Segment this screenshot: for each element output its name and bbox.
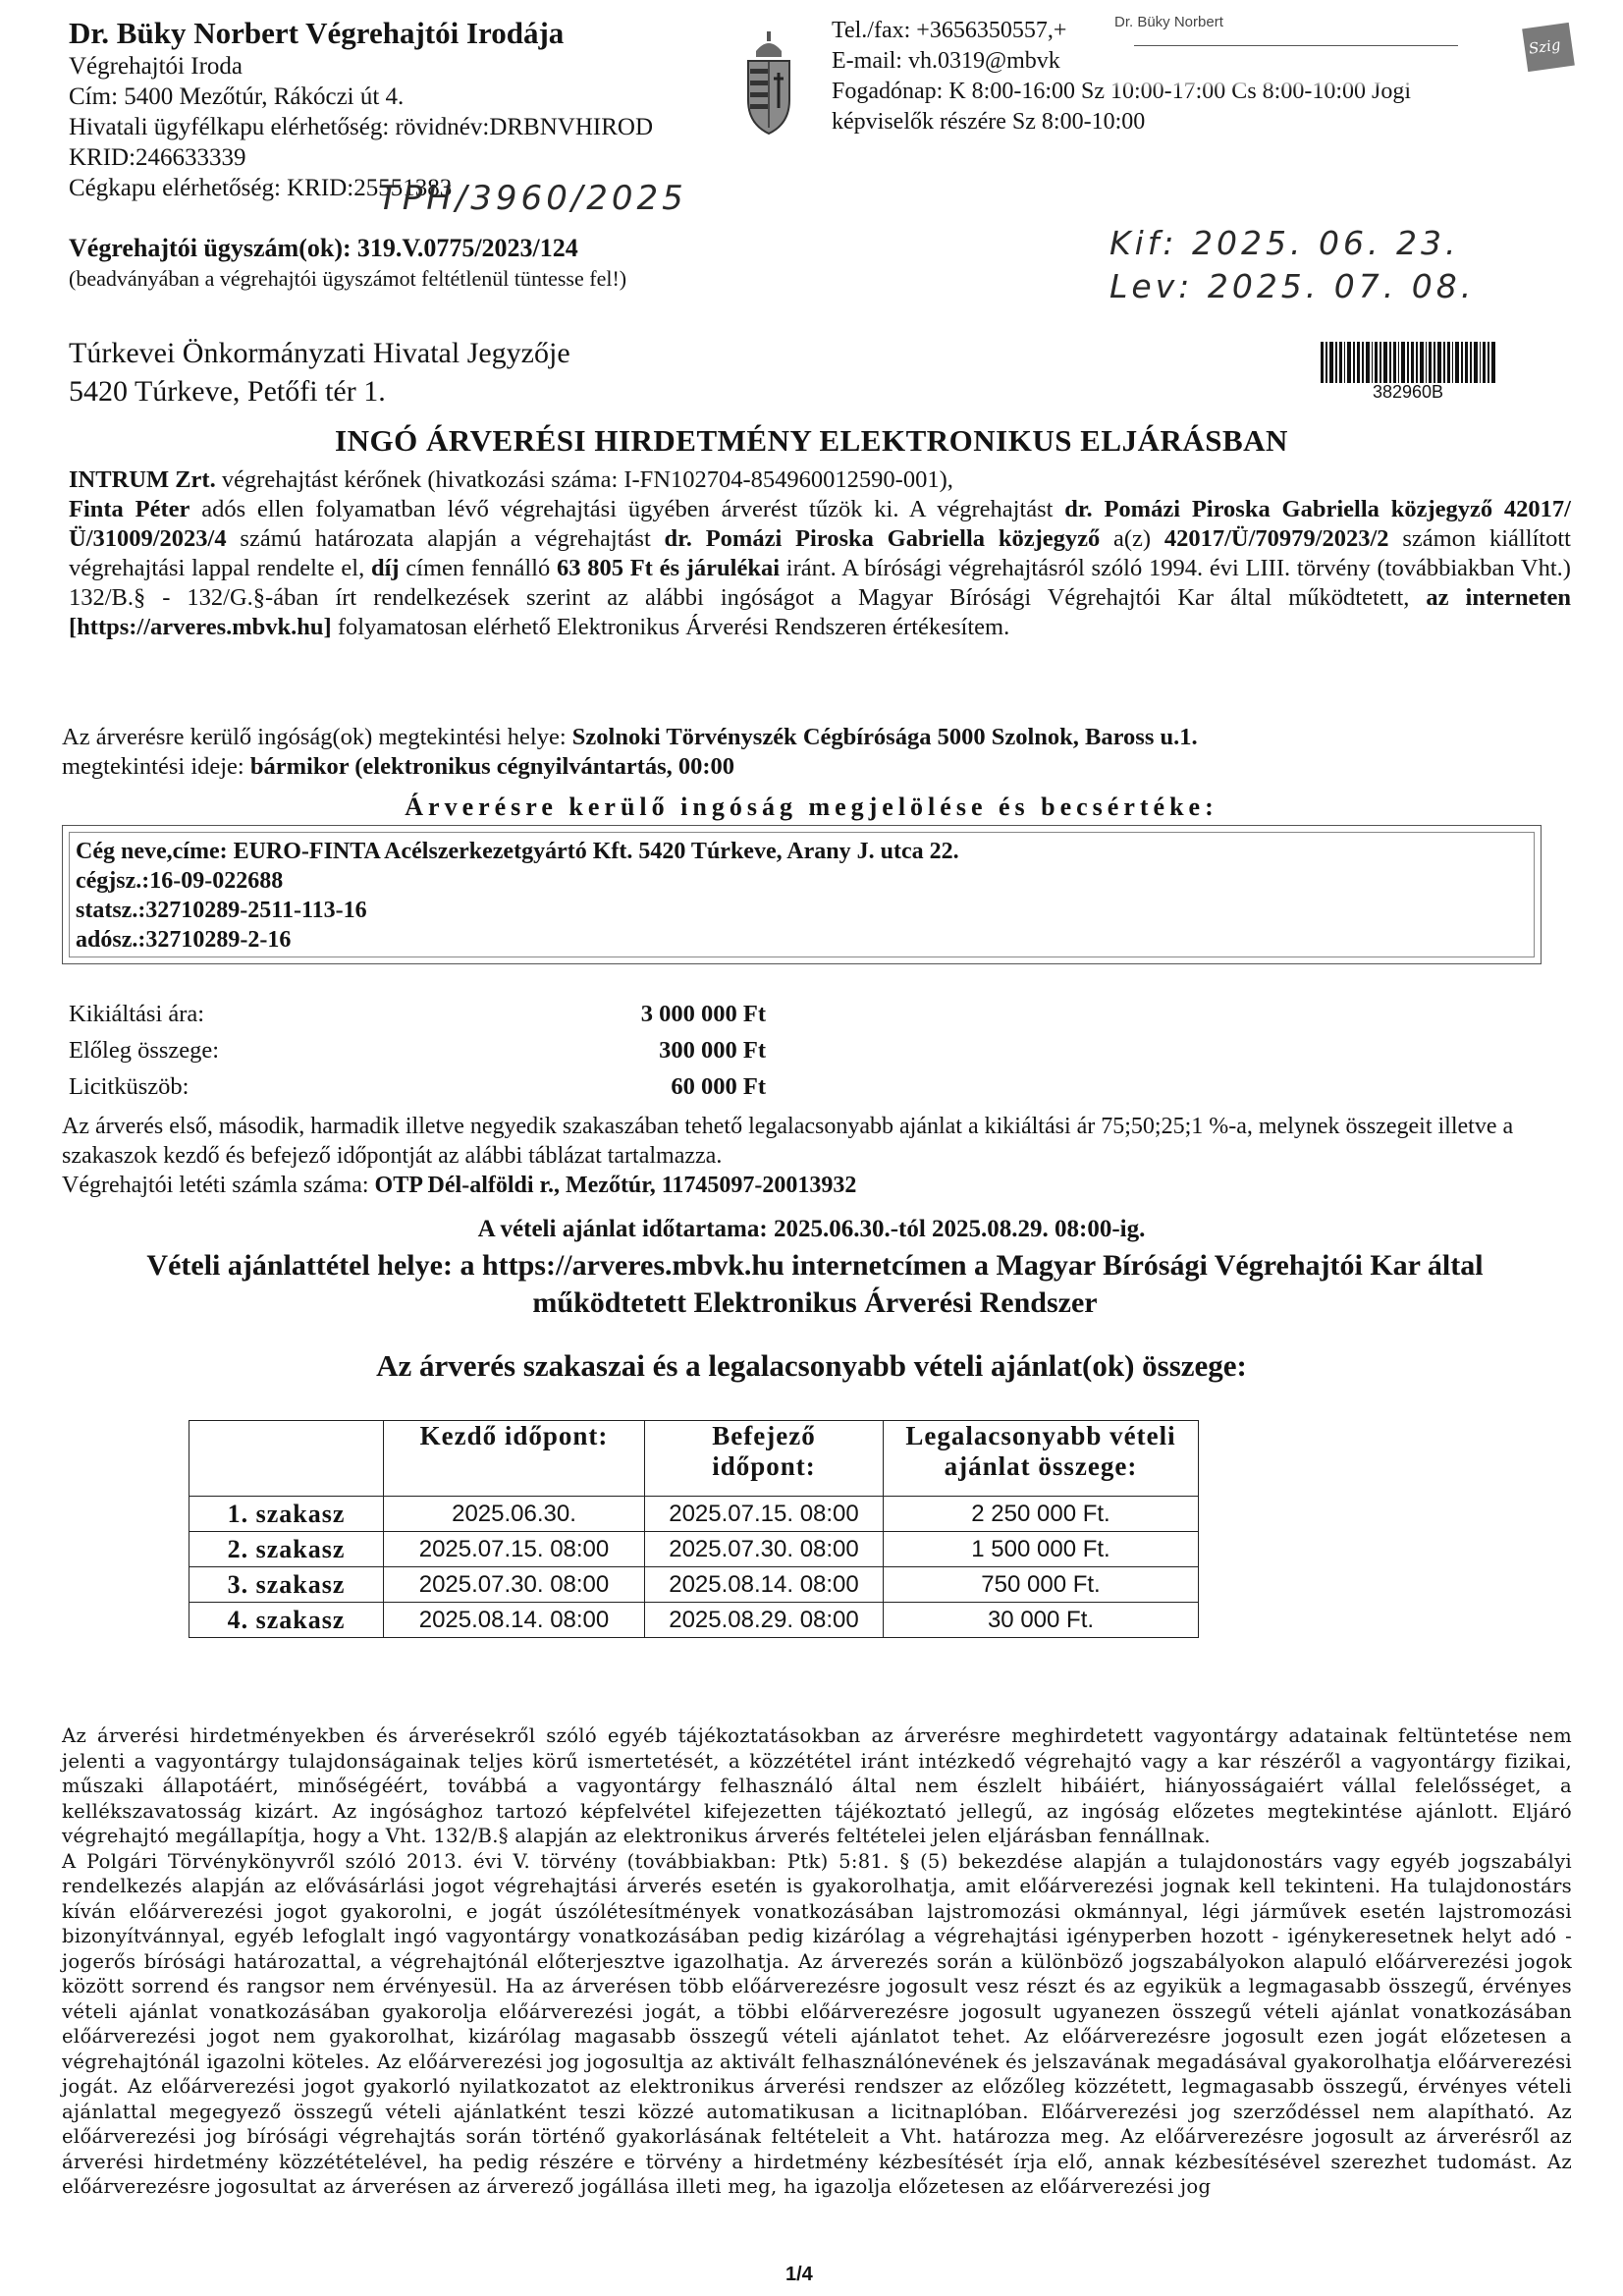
stage-minimum: 750 000 Ft.	[884, 1567, 1199, 1603]
stage-start: 2025.07.15. 08:00	[384, 1532, 645, 1567]
intro-text-8: folyamatosan elérhető Elektronikus Árverési Rendszeren értékesítem.	[331, 614, 1010, 640]
offer-place: Vételi ajánlattétel helye: a https://arveres.mbvk.hu internetcímen a Magyar Bírósági Végrehajtói Kar által működtetett Elektronikus Árverési Rendszer	[146, 1249, 1484, 1319]
handwritten-received-date: Kif: 2025. 06. 23.	[1109, 224, 1460, 262]
handwritten-deadline-date: Lev: 2025. 07. 08.	[1109, 267, 1476, 305]
intro-text-5: számon kiállított végrehajtási lappal rendelte el,	[69, 525, 1571, 581]
handwritten-reference: TPH/3960/2025	[378, 179, 687, 218]
stage-label: 4. szakasz	[189, 1603, 384, 1638]
stage-end: 2025.07.15. 08:00	[645, 1497, 884, 1532]
legal-notice	[62, 1723, 1572, 2200]
stamp-name: Dr. Büky Norbert	[1114, 14, 1223, 30]
table-header-end: Befejező időpont:	[645, 1421, 884, 1497]
legal-paragraph-disclaimer: Az árverési hirdetményekben és árverésekről szóló egyéb tájékoztatásokban az árverésre meghirdetett vagyontárgy adatainak feltüntetése nem jelenti a vagyontárgy tulajdonságainak teljes körű ismertetését, a közzététel iránt intézkedő végrehajtó vagy a kar részéről a vagyontárgy fizikai, műszaki állapotáért, minőségéért, továbbá a vagyontárgy felhasználó által nem észlelt hibáiért, hiányosságaiért vállal felelősséget, a kellékszavatosság kizárt. Az ingósághoz tartozó képfelvétel kifejezetten tájékoztató jellegű, az ingóság előzetes megtekintése ajánlott. Eljáró végrehajtó megállapítja, hogy a Vht. 132/B.§ alapján az elektronikus árverés feltételei jelen eljárásban fennállnak.	[62, 1724, 1572, 1847]
item-heading: Árverésre kerülő ingóság megjelölése és becsértéke:	[405, 793, 1218, 821]
contact-email: E-mail: vh.0319@mbvk	[832, 48, 1060, 74]
table-header-empty	[189, 1421, 384, 1497]
page-number: 1/4	[785, 2264, 813, 2285]
intro-text-4: a(z)	[1100, 525, 1164, 552]
case-note: (beadványában a végrehajtói ügyszámot feltétlenül tüntesse fel!)	[69, 266, 627, 291]
intro-text-7: iránt. A bírósági végrehajtásról szóló 1994. évi LIII. törvény (továbbiakban Vht.) 132/B.§ - 132/G.§-ában írt rendelkezések szerint az alábbi ingóságot a Magyar Bírósági Végrehajtói Kar által működtetett,	[69, 555, 1571, 611]
legal-paragraph-preemption: A Polgári Törvénykönyvről szóló 2013. évi V. törvény (továbbiakban: Ptk) 5:81. § (5) bekezdése alapján a tulajdonostárs vagy egyéb jogszabályi rendelkezés alapján az elővásárlási jogot végrehajtási árverés esetén is gyakorolhatja, amit előárverezési jognak kell tekinteni. Ha tulajdonostárs kíván előárverezési jogot gyakorolni, e jogát úszólétesítmények vonatkozásában lajstromozási okmánnyal, légi járművek esetén lajstromozási bizonyítvánnyal, egyéb lefoglalt ingó vagyontárgy vonatkozásában pedig kizárólag a végrehajtási igényperben hozott - igénykeresetnek helyt adó - jogerős bírósági határozattal, a végrehajtónál előterjesztve igazolhatja. Az árverezés során a különböző jogszabályokon alapuló előárverezési jogok között sorrend és rangsor nem érvényesül. Ha az árverésen több előárverezésre jogosult vesz részt és az egyikük a legmagasabb összegű, érvényes vételi ajánlat vonatkozásában gyakorolja előárverezési jogát, a többi előárverezésre jogosult ugyanezen összegű vételi ajánlat vonatkozásában előárverezési jogot nem gyakorolhat, kizárólag magasabb összegű vételi ajánlatot tehet. Az előárverezésre jogosult ezen jogát előzetesen a végrehajtónál igazolni köteles. Az előárverezési jog jogosultja az aktivált felhasználónevének és jelszavának megadásával gyakorolhatja előárverezési jogát. Az előárverezési jogot gyakorló nyilatkozatot az elektronikus árverési rendszer az előzőleg közzétett, legmagasabb összegű, érvényes vételi ajánlattal megegyező összegű vételi ajánlatként teszi közzé automatikusan a licitnaplóban. Előárverezési jog szerződéssel nem alapítható. Az előárverezési jog bírósági végrehajtás során történő gyakorlásának feltételeit a Vht. határozza meg. Az előárverezésre jogosult az árverésről az árverési hirdetmény közzétételével, ha pedig részére e törvény a hirdetmény kézbesítését írja elő, annak kézbesítésével szerezhet tudomást. Az előárverezésre jogosultat az árverésen az árverező jogállása illeti meg, ha igazolja előzetesen az előárverezési jog	[62, 1849, 1572, 2198]
table-row	[189, 1603, 1199, 1638]
intro-text-3: számú határozata alapján a végrehajtást	[226, 525, 665, 552]
escrow-account: OTP Dél-alföldi r., Mezőtúr, 11745097-20013932	[374, 1173, 857, 1198]
offer-period: A vételi ajánlat időtartama: 2025.06.30.-tól 2025.08.29. 08:00-ig.	[477, 1216, 1146, 1242]
intro-paragraph	[69, 465, 1571, 642]
stage-start: 2025.06.30.	[384, 1497, 645, 1532]
table-header-start: Kezdő időpont:	[384, 1421, 645, 1497]
stage-end: 2025.07.30. 08:00	[645, 1532, 884, 1567]
viewing-place-label: Az árverésre kerülő ingóság(ok) megtekintési helye:	[62, 724, 572, 750]
item-registration: cégjsz.:16-09-022688	[76, 868, 284, 894]
office-portal: Hivatali ügyfélkapu elérhetőség: rövidnév:DRBNVHIROD	[69, 114, 654, 140]
recipient-street: 5420 Túrkeve, Petőfi tér 1.	[69, 375, 386, 408]
fee-label: díj	[370, 555, 400, 581]
hungarian-coat-of-arms-icon	[738, 29, 799, 137]
recipient-name: Túrkevei Önkormányzati Hivatal Jegyzője	[69, 337, 570, 369]
viewing-info	[62, 723, 1198, 782]
stage-label: 1. szakasz	[189, 1497, 384, 1532]
deposit-amount: 300 000 Ft	[659, 1037, 766, 1064]
item-box	[62, 825, 1542, 964]
contact-hours-legal: képviselők részére Sz 8:00-10:00	[832, 109, 1146, 135]
debtor-name: Finta Péter	[69, 496, 190, 522]
escrow-label: Végrehajtói letéti számla száma:	[62, 1173, 375, 1198]
table-row	[189, 1497, 1199, 1532]
notary-name: dr. Pomázi Piroska Gabriella közjegyző	[664, 525, 1101, 552]
case-label: Végrehajtói ügyszám(ok):	[69, 234, 352, 262]
intro-text-2: adós ellen folyamatban lévő végrehajtási ügyében árverést tűzök ki. A végrehajtást	[189, 496, 1065, 522]
viewing-time: bármikor (elektronikus cégnyilvántartás, 00:00	[249, 753, 735, 780]
office-name: Dr. Büky Norbert Végrehajtói Irodája	[69, 16, 565, 50]
stage-minimum: 1 500 000 Ft.	[884, 1532, 1199, 1567]
stages-heading: Az árverés szakaszai és a legalacsonyabb vételi ajánlat(ok) összege:	[376, 1348, 1247, 1383]
table-row	[189, 1532, 1199, 1567]
price-labels	[69, 996, 219, 1105]
table-row	[189, 1567, 1199, 1603]
table-header-minimum: Legalacsonyabb vételi ajánlat összege:	[884, 1421, 1199, 1497]
stage-start: 2025.07.30. 08:00	[384, 1567, 645, 1603]
price-values	[550, 996, 766, 1105]
stage-description	[62, 1112, 1574, 1200]
case-number: 319.V.0775/2023/124	[356, 234, 578, 262]
viewing-place: Szolnoki Törvényszék Cégbírósága 5000 Szolnok, Baross u.1.	[571, 724, 1198, 750]
item-company: Cég neve,címe: EURO-FINTA Acélszerkezetgyártó Kft. 5420 Túrkeve, Arany J. utca 22.	[76, 839, 959, 864]
deposit-label: Előleg összege:	[69, 1037, 220, 1064]
case-number-block	[69, 234, 626, 294]
stage-minimum: 2 250 000 Ft.	[884, 1497, 1199, 1532]
creditor-name: INTRUM Zrt.	[69, 466, 216, 493]
stage-rule: Az árverés első, második, harmadik illetve negyedik szakaszában tehető legalacsonyabb ajánlat a kikiáltási ár 75;50;25;1 %-a, melynek összegeit illetve a szakaszok kezdő és befejező időpontját az alábbi táblázat tartalmazza.	[62, 1114, 1514, 1169]
auction-url: az interneten [https://arveres.mbvk.hu]	[69, 584, 1572, 640]
contact-hours: Fogadónap: K 8:00-16:00 Sz 10:00-17:00 Cs 8:00-10:00 Jogi	[832, 79, 1411, 104]
office-cegkapu: Cégkapu elérhetőség: KRID:25551383	[69, 175, 453, 201]
document-title: INGÓ ÁRVERÉSI HIRDETMÉNY ELEKTRONIKUS ELJÁRÁSBAN	[335, 423, 1288, 458]
table-header-row	[189, 1421, 1199, 1497]
stage-minimum: 30 000 Ft.	[884, 1603, 1199, 1638]
notary-reference-2: 42017/Ü/70979/2023/2	[1163, 525, 1389, 552]
barcode-number: 382960B	[1372, 382, 1444, 402]
office-type: Végrehajtói Iroda	[69, 53, 243, 80]
barcode-icon	[1321, 342, 1495, 383]
signature-stamp	[1105, 10, 1576, 88]
start-price: 3 000 000 Ft	[640, 1001, 766, 1027]
claim-amount: 63 805 Ft és járulékai	[556, 555, 781, 581]
office-krid: KRID:246633339	[69, 144, 246, 171]
stage-label: 3. szakasz	[189, 1567, 384, 1603]
stage-end: 2025.08.29. 08:00	[645, 1603, 884, 1638]
stage-start: 2025.08.14. 08:00	[384, 1603, 645, 1638]
stage-end: 2025.08.14. 08:00	[645, 1567, 884, 1603]
stages-table	[189, 1420, 1199, 1638]
intro-text-1: végrehajtást kérőnek (hivatkozási száma: I-FN102704-854960012590-001),	[215, 466, 953, 493]
contact-phone: Tel./fax: +3656350557,+	[832, 18, 1067, 43]
bid-step-label: Licitküszöb:	[69, 1073, 189, 1100]
office-address: Cím: 5400 Mezőtúr, Rákóczi út 4.	[69, 83, 405, 110]
stage-label: 2. szakasz	[189, 1532, 384, 1567]
bid-step: 60 000 Ft	[671, 1073, 766, 1100]
notary-reference: dr. Pomázi Piroska Gabriella közjegyző 42017/Ü/31009/2023/4	[69, 496, 1571, 552]
recipient-address	[69, 334, 570, 410]
start-price-label: Kikiáltási ára:	[69, 1001, 205, 1027]
item-tax-number: adósz.:32710289-2-16	[76, 927, 292, 953]
signature-mark: Szig	[1522, 23, 1575, 72]
viewing-time-label: megtekintési ideje:	[62, 753, 250, 780]
item-stat-number: statsz.:32710289-2511-113-16	[76, 898, 367, 923]
intro-text-6: címen fennálló	[399, 555, 557, 581]
office-header	[69, 16, 653, 203]
